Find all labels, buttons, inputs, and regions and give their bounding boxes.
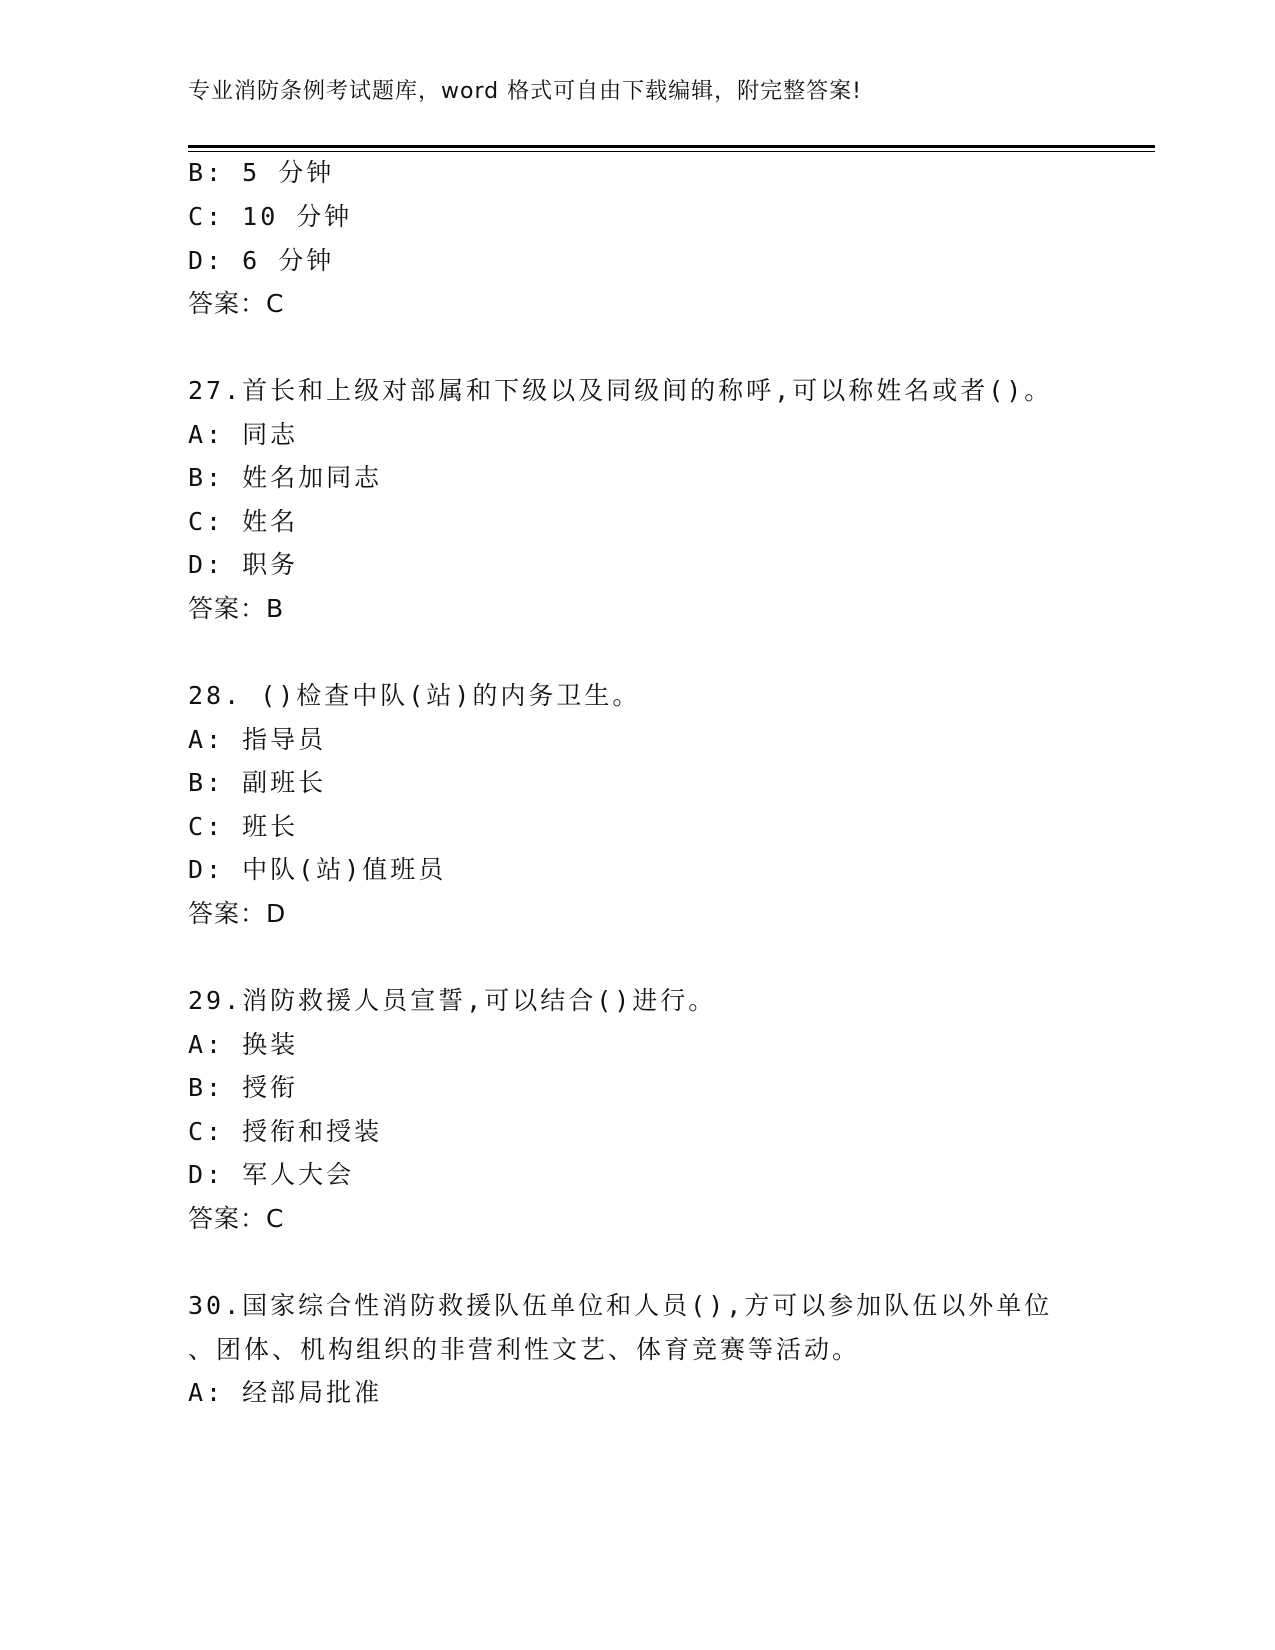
option-b: B: 姓名加同志 — [188, 463, 383, 492]
option-c: C: 班长 — [188, 812, 299, 841]
option-c: C: 姓名 — [188, 507, 299, 536]
option-c: C: 授衔和授装 — [188, 1117, 383, 1146]
answer: 答案：B — [188, 594, 285, 623]
option-b: B: 5 分钟 — [188, 158, 335, 187]
option-c: C: 10 分钟 — [188, 202, 353, 231]
option-d: D: 职务 — [188, 550, 299, 579]
question-stem: 28. ()检查中队(站)的内务卫生。 — [188, 681, 641, 710]
option-b: B: 授衔 — [188, 1073, 299, 1102]
option-b: B: 副班长 — [188, 768, 327, 797]
question-stem-continued: 、团体、机构组织的非营利性文艺、体育竞赛等活动。 — [188, 1335, 861, 1364]
option-a: A: 同志 — [188, 420, 299, 449]
question-stem: 29.消防救援人员宣誓,可以结合()进行。 — [188, 986, 717, 1015]
header-rule-thick — [188, 145, 1155, 148]
option-d: D: 军人大会 — [188, 1160, 355, 1189]
question-stem: 30.国家综合性消防救援队伍单位和人员(),方可以参加队伍以外单位 — [188, 1291, 1053, 1320]
answer: 答案：C — [188, 1204, 285, 1233]
option-d: D: 6 分钟 — [188, 246, 335, 275]
header-rule-thin — [188, 151, 1155, 152]
header-text: 专业消防条例考试题库，word 格式可自由下载编辑，附完整答案! — [188, 79, 862, 104]
option-d: D: 中队(站)值班员 — [188, 855, 447, 884]
answer: 答案：D — [188, 899, 287, 928]
answer: 答案：C — [188, 289, 285, 318]
question-stem: 27.首长和上级对部属和下级以及同级间的称呼,可以称姓名或者()。 — [188, 376, 1053, 405]
option-a: A: 换装 — [188, 1030, 299, 1059]
option-a: A: 指导员 — [188, 725, 327, 754]
option-a: A: 经部局批准 — [188, 1378, 383, 1407]
